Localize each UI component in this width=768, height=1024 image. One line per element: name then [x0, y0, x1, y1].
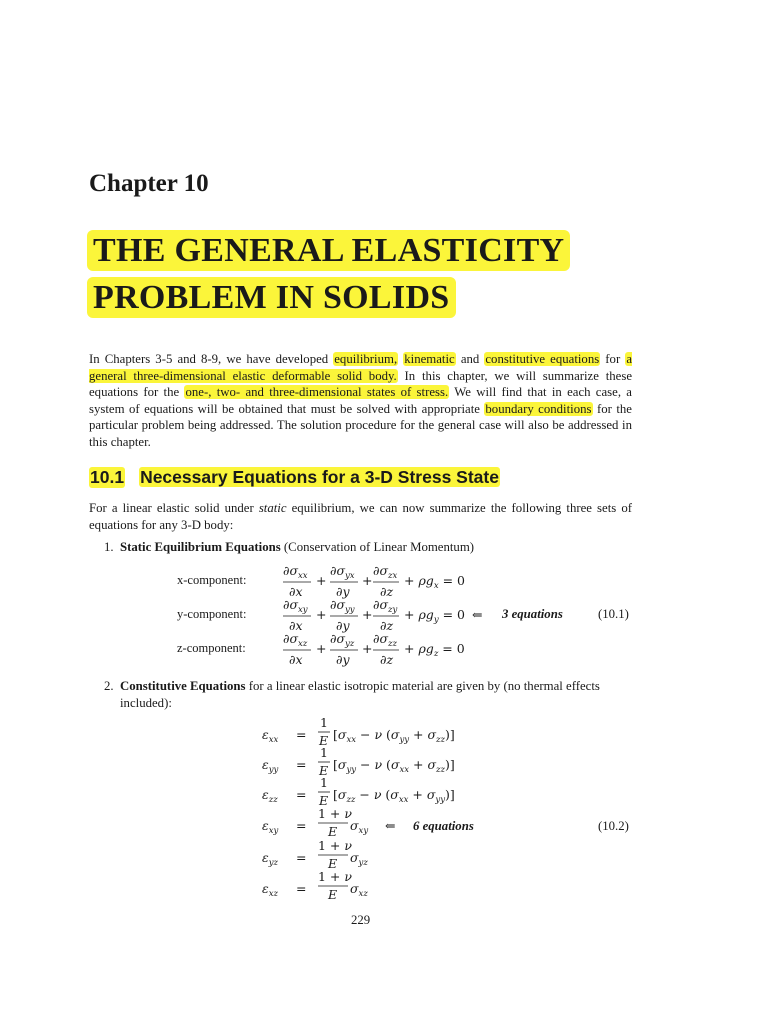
svg-text:=: =	[296, 818, 307, 833]
svg-text:+: +	[362, 573, 373, 588]
constitutive-count-note: 6 equations	[413, 819, 474, 833]
section-title: Necessary Equations for a 3-D Stress State	[140, 467, 499, 487]
intro-text: for	[600, 352, 626, 366]
section-intro-text: For a linear elastic solid under	[89, 501, 259, 515]
equation-x	[283, 563, 465, 599]
svg-text:+: +	[316, 607, 327, 622]
intro-text: and	[455, 352, 485, 366]
svg-text:E: E	[319, 733, 329, 748]
highlight-kinematic: kinematic	[404, 352, 455, 366]
svg-text:=: =	[296, 881, 307, 896]
svg-text:∂σxy: $\partial\sigma_{xy}$	[283, 597, 308, 615]
intro-text: In this chapter, we will summarize these equations for the	[89, 368, 632, 400]
svg-text:E: E	[319, 793, 329, 808]
svg-text:E: E	[328, 887, 338, 902]
list-item-constitutive	[104, 678, 632, 711]
svg-text:∂x: ∂x	[289, 618, 303, 633]
svg-text:1 + ν: 1 + ν	[318, 806, 352, 821]
svg-text:εxx: $\varepsilon_{xx}$	[262, 727, 279, 745]
section-intro-text: equilibrium, we can now summarize the following three sets of equations for any 3-D body:	[89, 501, 632, 532]
svg-text:[σyy − ν (σxx + σzz)]: [$\sigma_{yy} - \nu$ $(\sigma_{xx} + \sigma_{zz})$]	[333, 757, 455, 775]
list-number: 1.	[104, 540, 114, 554]
svg-text:∂σxx: $\partial\sigma_{xx}$	[283, 563, 308, 581]
implies-arrow: ⇐	[385, 818, 396, 833]
svg-text:1: 1	[320, 715, 328, 730]
svg-text:E: E	[328, 856, 338, 871]
svg-text:∂x: ∂x	[289, 584, 303, 599]
intro-text: We will find that in each case, a system of equations will be obtained that must be solved with appropriate	[89, 385, 632, 416]
svg-text:E: E	[328, 824, 338, 839]
svg-text:∂y: ∂y	[336, 618, 350, 633]
list-item-heading: Static Equilibrium Equations	[120, 540, 281, 554]
svg-text:=: =	[296, 727, 307, 742]
svg-text:εyz: $\varepsilon_{yz}$	[262, 850, 278, 868]
svg-text:∂y: ∂y	[336, 652, 350, 667]
svg-text:1 + ν: 1 + ν	[318, 838, 352, 853]
label-x-component: x-component:	[177, 573, 247, 587]
svg-text:+ ρgx = 0: + $\rho g_x = 0$	[404, 573, 465, 591]
section-intro-emphasis: static	[258, 501, 287, 515]
svg-text:=: =	[296, 787, 307, 802]
svg-text:1: 1	[320, 775, 328, 790]
chapter-title-line-1: THE GENERAL ELASTICITY	[87, 230, 570, 271]
list-item-heading: Constitutive Equations	[120, 679, 246, 693]
svg-text:∂σyz: $\partial\sigma_{yz}$	[330, 631, 355, 649]
svg-text:=: =	[296, 850, 307, 865]
svg-text:∂x: ∂x	[289, 652, 303, 667]
svg-text:∂σxz: $\partial\sigma_{xz}$	[283, 631, 308, 649]
highlight-elastic-body: a general three-dimensional elastic deformable solid body.	[89, 352, 632, 383]
svg-text:σxz: $\sigma_{xz}$	[350, 881, 368, 899]
svg-text:+ ρgy = 0: + $\rho g_y = 0$	[404, 607, 465, 625]
svg-text:1: 1	[320, 745, 328, 760]
intro-text: In Chapters 3-5 and 8-9, we have developed	[89, 352, 334, 366]
svg-text:+: +	[316, 573, 327, 588]
highlight-boundary-conditions: boundary conditions	[485, 401, 592, 416]
svg-text:∂y: ∂y	[336, 584, 350, 599]
intro-text: for the particular problem being addressed. The solution procedure for the general case will also be addressed in this chapter.	[89, 401, 632, 449]
equation-z	[283, 631, 465, 667]
svg-text:[σzz − ν (σxx + σyy)]: [$\sigma_{zz} - \nu$ $(\sigma_{xx} + \sigma_{yy})$]	[333, 787, 455, 805]
list-item-text-continued: included):	[120, 695, 172, 710]
svg-text:1 + ν: 1 + ν	[318, 869, 352, 884]
highlight-equilibrium: equilibrium,	[334, 352, 398, 366]
page-number: 229	[351, 913, 371, 927]
svg-text:∂σyy: $\partial\sigma_{yy}$	[330, 597, 355, 615]
implies-arrow: ⇐	[472, 607, 483, 622]
svg-text:E: E	[319, 763, 329, 778]
section-number: 10.1	[90, 467, 125, 487]
svg-text:εxz: $\varepsilon_{xz}$	[262, 881, 278, 899]
highlight-states-of-stress: one-, two- and three-dimensional states of stress.	[185, 385, 449, 400]
svg-text:εxy: $\varepsilon_{xy}$	[262, 818, 279, 836]
list-number: 2.	[104, 679, 114, 693]
svg-text:[σxx − ν (σyy + σzz)]: [$\sigma_{xx} - \nu$ $(\sigma_{yy} + \sigma_{zz})$]	[333, 727, 455, 745]
svg-text:∂z: ∂z	[380, 618, 394, 633]
svg-text:εyy: $\varepsilon_{yy}$	[262, 757, 279, 775]
label-z-component: z-component:	[177, 641, 246, 655]
equation-number-10-2: (10.2)	[598, 819, 629, 833]
chapter-label: Chapter 10	[89, 170, 209, 197]
svg-text:+: +	[362, 607, 373, 622]
svg-text:∂σyx: $\partial\sigma_{yx}$	[330, 563, 355, 581]
svg-text:εzz: $\varepsilon_{zz}$	[262, 787, 278, 805]
constitutive-equations	[262, 715, 455, 902]
equilibrium-count-note: 3 equations	[502, 607, 563, 621]
equation-y	[283, 597, 482, 633]
chapter-title-line-2: PROBLEM IN SOLIDS	[87, 277, 456, 318]
svg-text:+: +	[362, 641, 373, 656]
svg-text:∂σzx: $\partial\sigma_{zx}$	[373, 563, 398, 581]
highlight-constitutive: constitutive equations	[485, 352, 600, 366]
equation-number-10-1: (10.1)	[598, 607, 629, 621]
svg-text:σxy: $\sigma_{xy}$	[350, 818, 369, 836]
svg-text:=: =	[296, 757, 307, 772]
svg-text:∂z: ∂z	[380, 652, 394, 667]
svg-text:∂σzz: $\partial\sigma_{zz}$	[373, 631, 397, 649]
svg-text:+: +	[316, 641, 327, 656]
svg-text:+ ρgz = 0: + $\rho g_z = 0$	[404, 641, 465, 659]
list-item-text: for a linear elastic isotropic material are given by (no thermal effects	[245, 679, 600, 693]
svg-text:∂σzy: $\partial\sigma_{zy}$	[373, 597, 398, 615]
svg-text:∂z: ∂z	[380, 584, 394, 599]
svg-text:σyz: $\sigma_{yz}$	[350, 850, 368, 868]
label-y-component: y-component:	[177, 607, 247, 621]
list-item-text: (Conservation of Linear Momentum)	[280, 540, 475, 554]
